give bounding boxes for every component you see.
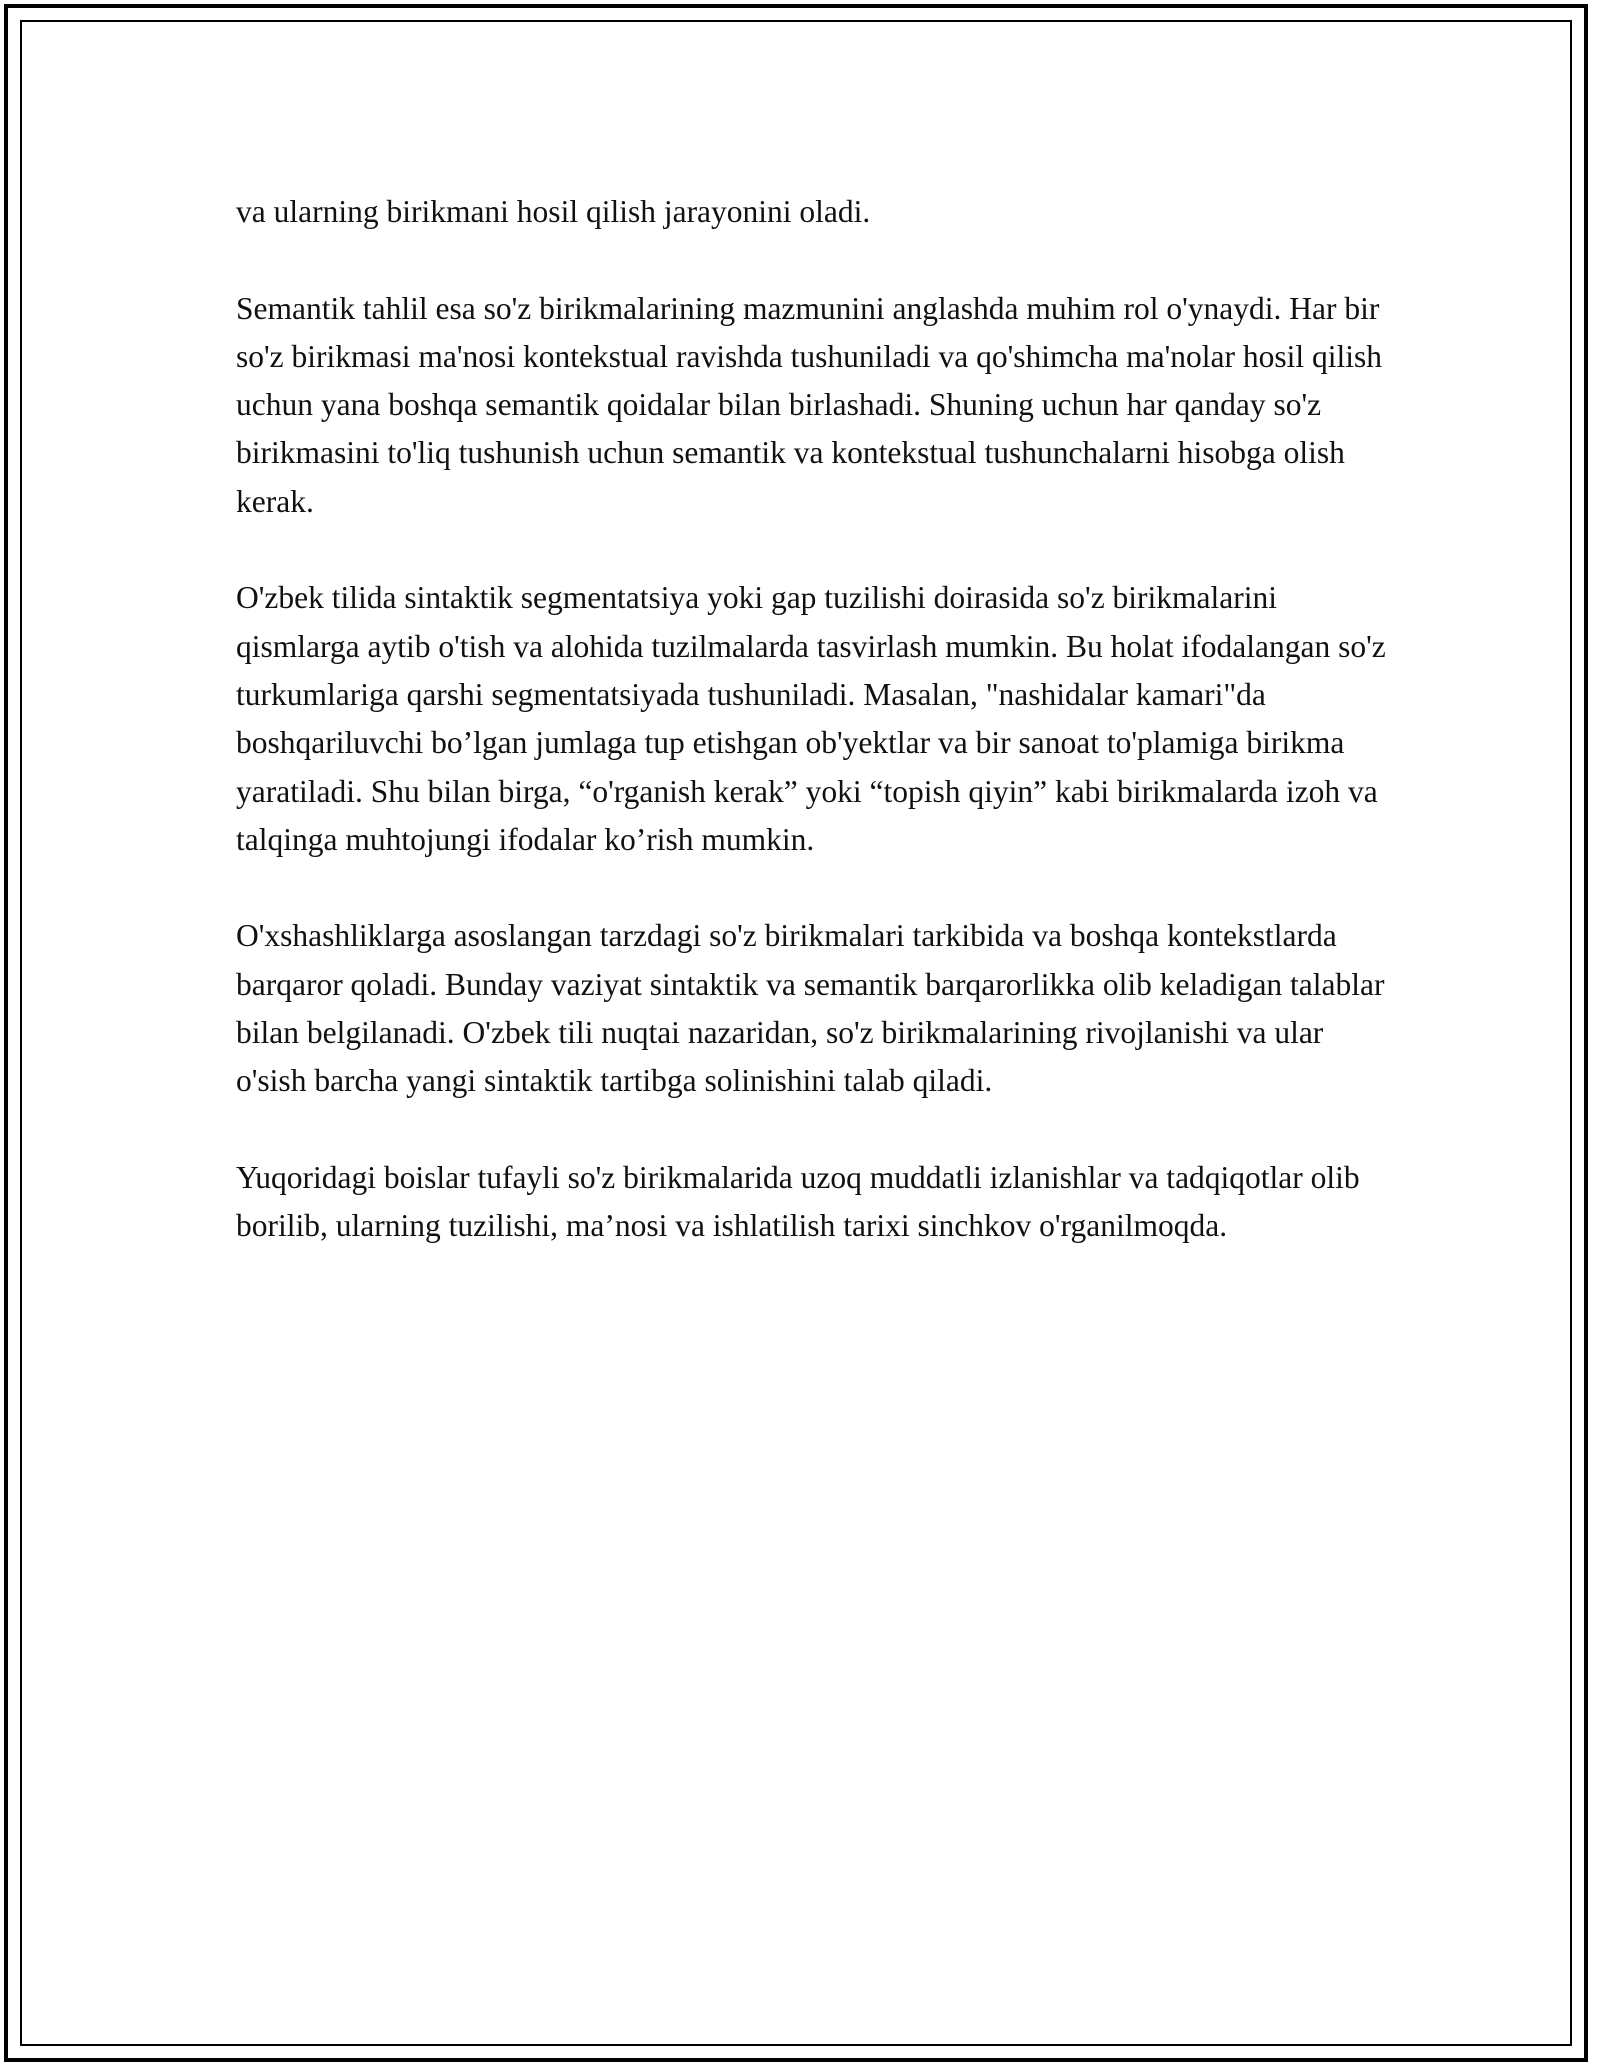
paragraph-3: O'zbek tilida sintaktik segmentatsiya yoki gap tuzilishi doirasida so'z birikmalarini qismlarga aytib o'tish va alohida tuzilmalarda tasvirlash mumkin. Bu holat ifodalangan so'z turkumlariga qarshi segmentatsiyada tushuniladi. Masalan, "nashidalar kamari"da boshqariluvchi bo’lgan jumlaga tup etishgan ob'yektlar va bir sanoat to'plamiga birikma yaratiladi. Shu bilan birga, “o'rganish kerak” yoki “topish qiyin” kabi birikmalarda izoh va talqinga muhtojungi ifodalar ko’rish mumkin. [236,580,1386,857]
paragraph-4: O'xshashliklarga asoslangan tarzdagi so'z birikmalari tarkibida va boshqa kontekstlarda barqaror qoladi. Bunday vaziyat sintaktik va semantik barqarorlikka olib keladigan talablar bilan belgilanadi. O'zbek tili nuqtai nazaridan, so'z birikmalarining rivojlanishi va ular o'sish barcha yangi sintaktik tartibga solinishini talab qiladi. [236,918,1385,1099]
paragraph-1: va ularning birikmani hosil qilish jarayonini oladi. [236,194,871,229]
document-body [236,188,1386,1299]
paragraph-5: Yuqoridagi boislar tufayli so'z birikmalarida uzoq muddatli izlanishlar va tadqiqotlar olib borilib, ularning tuzilishi, ma’nosi va ishlatilish tarixi sinchkov o'rganilmoqda. [236,1159,1360,1244]
paragraph-2: Semantik tahlil esa so'z birikmalarining mazmunini anglashda muhim rol o'ynaydi. Har bir so'z birikmasi ma'nosi kontekstual ravishda tushuniladi va qo'shimcha ma'nolar hosil qilish uchun yana boshqa semantik qoidalar bilan birlashadi. Shuning uchun har qanday so'z birikmasini to'liq tushunish uchun semantik va kontekstual tushunchalarni hisobga olish kerak. [236,290,1383,519]
